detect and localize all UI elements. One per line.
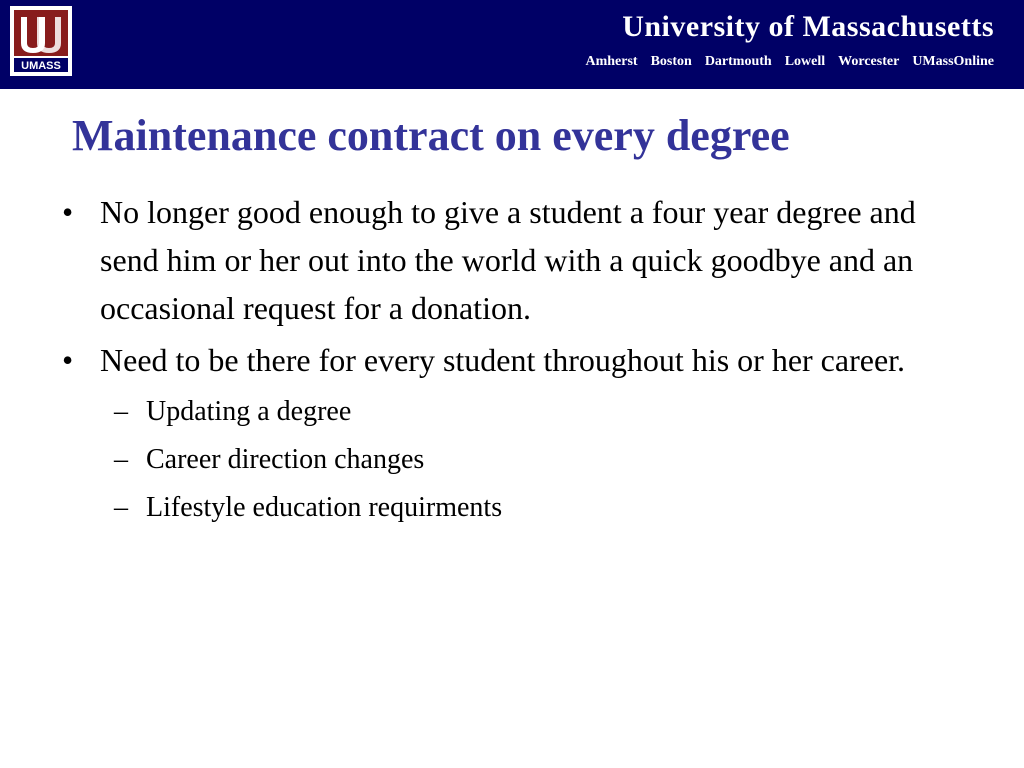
bullet-text: No longer good enough to give a student a four year degree and send him or her out into the world with a quick goodbye and an occasional request for a donation. [100, 194, 916, 326]
campus-lowell: Lowell [784, 54, 826, 69]
university-name: University of Massachusetts [622, 10, 994, 43]
slide-body [62, 188, 962, 532]
bullet-text: Need to be there for every student throughout his or her career. [100, 342, 906, 378]
header-banner [0, 0, 1024, 89]
bullet-marker: • [62, 194, 74, 230]
sub-bullet-marker: – [114, 492, 128, 523]
logo-text: UMASS [21, 60, 61, 72]
bullet-item [62, 336, 962, 384]
campus-dartmouth: Dartmouth [704, 54, 772, 69]
bullet-item [62, 188, 962, 332]
umass-logo-mark [11, 7, 71, 75]
campus-list [585, 54, 994, 70]
campus-boston: Boston [650, 54, 692, 69]
bullet-marker: • [62, 342, 74, 378]
sub-bullet-marker: – [114, 396, 128, 427]
sub-bullet-item [62, 388, 962, 436]
sub-bullet-item [62, 436, 962, 484]
sub-bullet-text: Lifestyle education requirments [146, 492, 503, 523]
umass-logo [10, 6, 72, 76]
sub-bullet-list [62, 388, 962, 532]
sub-bullet-item [62, 484, 962, 532]
campus-worcester: Worcester [838, 54, 900, 69]
sub-bullet-marker: – [114, 444, 128, 475]
slide-title: Maintenance contract on every degree [72, 111, 790, 160]
campus-umassonline: UMassOnline [912, 54, 994, 69]
sub-bullet-text: Career direction changes [146, 444, 425, 475]
sub-bullet-text: Updating a degree [146, 396, 352, 427]
campus-amherst: Amherst [585, 54, 638, 69]
